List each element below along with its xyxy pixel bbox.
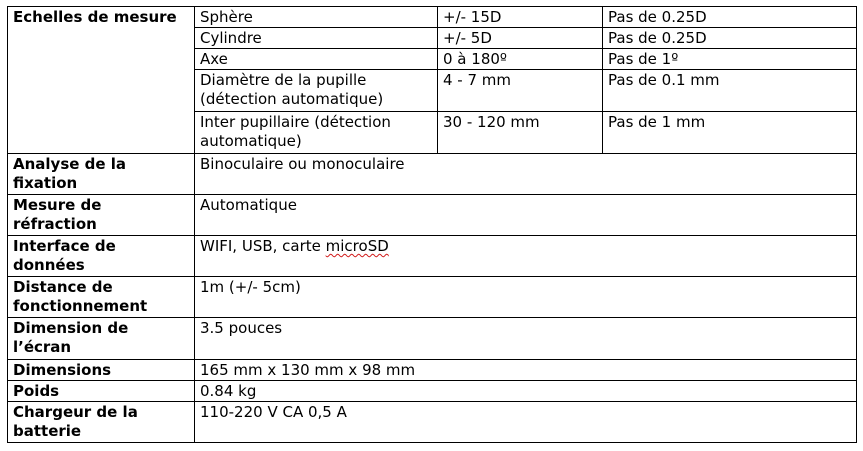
specifications-table — [7, 6, 857, 443]
row-label-interface: Interface de données — [8, 236, 195, 277]
cell-range-axe: 0 à 180º — [438, 49, 603, 70]
cell-range-inter: 30 - 120 mm — [438, 112, 603, 154]
cell-value-poids: 0.84 kg — [195, 381, 857, 402]
row-label-poids: Poids — [8, 381, 195, 402]
cell-param-axe: Axe — [195, 49, 438, 70]
row-label-echelles: Echelles de mesure — [8, 7, 195, 154]
cell-step-axe: Pas de 1º — [603, 49, 857, 70]
row-label-distance: Distance de fonctionnement — [8, 277, 195, 318]
table-row — [8, 360, 857, 381]
interface-text: WIFI, USB, carte — [200, 237, 326, 255]
cell-value-fixation: Binoculaire ou monoculaire — [195, 154, 857, 195]
cell-value-ecran: 3.5 pouces — [195, 318, 857, 360]
table-row — [8, 381, 857, 402]
row-label-ecran: Dimension de l’écran — [8, 318, 195, 360]
cell-param-pupille: Diamètre de la pupille (détection automatique) — [195, 70, 438, 112]
table-row — [8, 154, 857, 195]
row-label-refraction: Mesure de réfraction — [8, 195, 195, 236]
table-row — [8, 402, 857, 443]
cell-step-pupille: Pas de 0.1 mm — [603, 70, 857, 112]
cell-range-cylindre: +/- 5D — [438, 28, 603, 49]
cell-param-cylindre: Cylindre — [195, 28, 438, 49]
cell-value-interface — [195, 236, 857, 277]
cell-step-sphere: Pas de 0.25D — [603, 7, 857, 28]
cell-step-inter: Pas de 1 mm — [603, 112, 857, 154]
cell-value-dimensions: 165 mm x 130 mm x 98 mm — [195, 360, 857, 381]
cell-param-inter: Inter pupillaire (détection automatique) — [195, 112, 438, 154]
cell-range-sphere: +/- 15D — [438, 7, 603, 28]
cell-step-cylindre: Pas de 0.25D — [603, 28, 857, 49]
cell-param-sphere: Sphère — [195, 7, 438, 28]
row-label-dimensions: Dimensions — [8, 360, 195, 381]
cell-value-distance: 1m (+/- 5cm) — [195, 277, 857, 318]
table-row — [8, 7, 857, 28]
cell-value-chargeur: 110-220 V CA 0,5 A — [195, 402, 857, 443]
table-row — [8, 236, 857, 277]
row-label-fixation: Analyse de la fixation — [8, 154, 195, 195]
cell-value-refraction: Automatique — [195, 195, 857, 236]
spellcheck-word: microSD — [325, 237, 389, 255]
table-row — [8, 277, 857, 318]
row-label-chargeur: Chargeur de la batterie — [8, 402, 195, 443]
table-row — [8, 318, 857, 360]
cell-range-pupille: 4 - 7 mm — [438, 70, 603, 112]
table-row — [8, 195, 857, 236]
